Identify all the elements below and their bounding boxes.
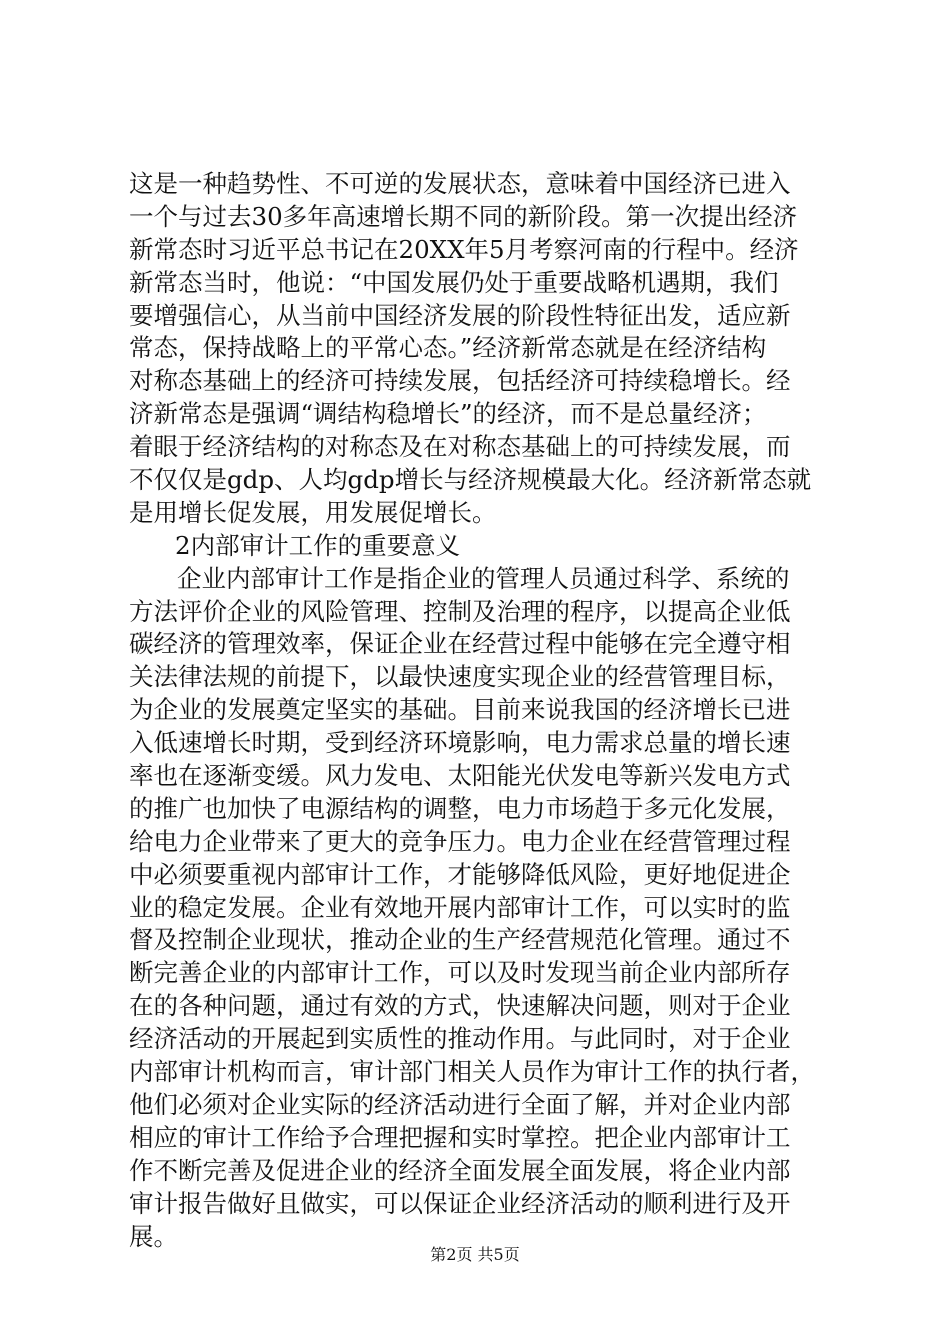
text-line: 的推广也加快了电源结构的调整，电力市场趋于多元化发展， bbox=[129, 793, 791, 823]
text-line: 是用增长促发展，用发展促增长。 bbox=[129, 497, 497, 527]
text-line: 企业内部审计工作是指企业的管理人员通过科学、系统的 bbox=[177, 563, 790, 593]
text-line: 一个与过去30多年高速增长期不同的新阶段。第一次提出经济 bbox=[129, 201, 798, 231]
text-line: 断完善企业的内部审计工作，可以及时发现当前企业内部所存 bbox=[129, 958, 791, 988]
text-line: 方法评价企业的风险管理、控制及治理的程序，以提高企业低 bbox=[129, 596, 791, 626]
text-line: 这是一种趋势性、不可逆的发展状态，意味着中国经济已进入 bbox=[129, 169, 791, 198]
text-line: 内部审计机构而言，审计部门相关人员作为审计工作的执行者， bbox=[129, 1057, 815, 1087]
text-line: 作不断完善及促进企业的经济全面发展全面发展，将企业内部 bbox=[129, 1155, 791, 1185]
section-heading: 2内部审计工作的重要意义 bbox=[175, 530, 461, 560]
text-line: 业的稳定发展。企业有效地开展内部审计工作，可以实时的监 bbox=[129, 892, 791, 922]
text-line: 在的各种问题，通过有效的方式，快速解决问题，则对于企业 bbox=[129, 991, 791, 1021]
text-line: 经济活动的开展起到实质性的推动作用。与此同时，对于企业 bbox=[129, 1024, 791, 1054]
text-line: 审计报告做好且做实，可以保证企业经济活动的顺利进行及开 bbox=[129, 1188, 791, 1218]
text-line: 他们必须对企业实际的经济活动进行全面了解，并对企业内部 bbox=[129, 1089, 791, 1119]
document-body bbox=[129, 168, 829, 1253]
text-line: 督及控制企业现状，推动企业的生产经营规范化管理。通过不 bbox=[129, 925, 791, 955]
text-line: 常态，保持战略上的平常心态。”经济新常态就是在经济结构 bbox=[129, 333, 767, 363]
text-line: 不仅仅是gdp、人均gdp增长与经济规模最大化。经济新常态就 bbox=[129, 465, 812, 495]
text-line: 新常态时习近平总书记在20XX年5月考察河南的行程中。经济 bbox=[129, 234, 799, 264]
text-line: 率也在逐渐变缓。风力发电、太阳能光伏发电等新兴发电方式 bbox=[129, 761, 791, 791]
text-line: 入低速增长时期，受到经济环境影响，电力需求总量的增长速 bbox=[129, 728, 791, 758]
text-line: 新常态当时，他说：“中国发展仍处于重要战略机遇期，我们 bbox=[129, 267, 779, 297]
text-line: 相应的审计工作给予合理把握和实时掌控。把企业内部审计工 bbox=[129, 1122, 791, 1152]
text-line: 展。 bbox=[129, 1221, 178, 1251]
text-line: 对称态基础上的经济可持续发展，包括经济可持续稳增长。经 bbox=[129, 366, 791, 396]
text-line: 要增强信心，从当前中国经济发展的阶段性特征出发，适应新 bbox=[129, 300, 791, 330]
text-line: 为企业的发展奠定坚实的基础。目前来说我国的经济增长已进 bbox=[129, 695, 791, 725]
text-line: 着眼于经济结构的对称态及在对称态基础上的可持续发展，而 bbox=[129, 432, 791, 462]
page-number-footer: 第2页 共5页 bbox=[430, 1245, 520, 1264]
text-line: 济新常态是强调“调结构稳增长”的经济，而不是总量经济； bbox=[129, 399, 767, 429]
text-line: 中必须要重视内部审计工作，才能够降低风险，更好地促进企 bbox=[129, 859, 791, 889]
text-line: 关法律法规的前提下，以最快速度实现企业的经营管理目标， bbox=[129, 662, 791, 692]
text-line: 碳经济的管理效率，保证企业在经营过程中能够在完全遵守相 bbox=[129, 629, 791, 659]
text-line: 给电力企业带来了更大的竞争压力。电力企业在经营管理过程 bbox=[129, 826, 791, 856]
